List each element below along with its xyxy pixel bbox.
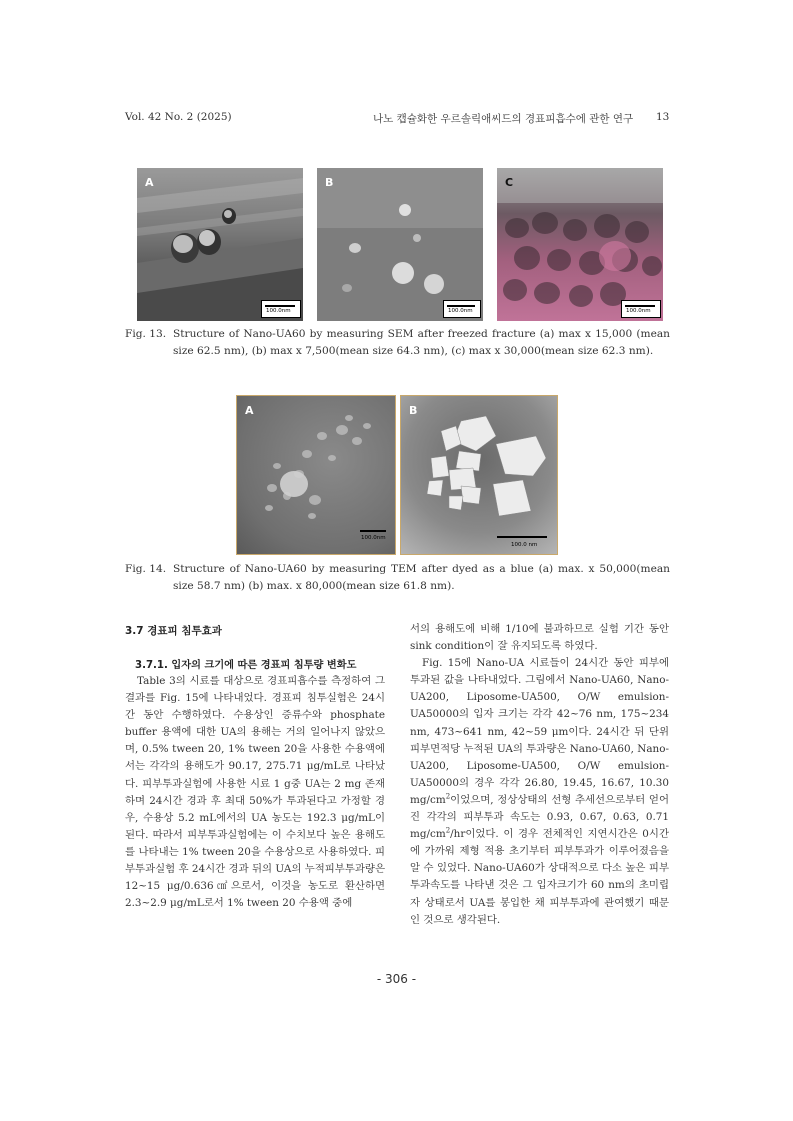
running-title: 나노 캡슐화한 우르솔릭애씨드의 경표피흡수에 관한 연구 [373,113,634,125]
right-paragraph-1: 서의 용해도에 비해 1/10에 불과하므로 실험 기간 동안 sink condition이 잘 유지되도록 하였다. [410,623,669,653]
right-paragraph-2 [410,655,669,929]
fig13-panel-c-label: C [505,176,514,189]
left-paragraph: Table 3의 시료를 대상으로 경표피흡수를 측정하여 그 결과를 Fig. 15에 나타내었다. 경표피 침투실험은 24시간 동안 수행하였다. 수용상인 증류수와 phosphate buffer 용액에 대한 UA의 용해는 거의 일어나지 않았으며, 0.5% tween 20, 1% tween 20을 사용한 수용액에서는 각각의 용해도가 90.17, 275.71 μg/mL로 나타났다. 피부투과실험에 사용한 시료 1 g중 UA는 2 mg 존재하며 24시간 경과 후 최대 50%가 투과된다고 가정할 경우, 수용상 5.2 mL에서의 UA 농도는 192.3 μg/mL이 된다. 따라서 피부투과실험에는 이 수치보다 높은 용해도를 나타내는 1% tween 20을 수용상으로 사용하였다. 피부투과실험 후 24시간 경과 뒤의 UA의 누적피부투과량은 12~15 μg/0.636㎠으로서, 이것을 농도로 환산하면 2.3~2.9 μg/mL로서 1% tween 20 수용액 중에 [125,675,385,910]
left-column [125,673,385,912]
fig13-panel-b [317,168,483,321]
fig13-panel-a-image [137,168,303,321]
fig13-panel-a-label: A [145,176,154,189]
fig13-panel-a-scale: 100.0nm [266,308,291,314]
fig13-panel-b-scalebar [447,305,475,307]
right-column [410,621,669,929]
fig14-panel-b-label: B [409,404,418,417]
fig14-panel-b-scale: 100.0 nm [511,542,538,548]
fig13-panel-a-scalebar [265,305,295,307]
fig13-caption-label: Fig. 13. [125,328,167,340]
fig14-panel-a-label: A [245,404,254,417]
fig14-panel-a-scale: 100.0nm [361,535,386,541]
fig14-panel-b [400,395,558,555]
fig13-panel-b-image [317,168,483,321]
fig13-panel-c-image [497,168,663,321]
section-title: 3.7 경표피 침투효과 [125,625,222,637]
subsection-title: 3.7.1. 입자의 크기에 따른 경표피 침투량 변화도 [135,660,357,671]
fig14-panel-a [236,395,396,555]
fig13-panel-c [497,168,663,321]
fig14-panel-b-image [401,396,557,554]
fig14-caption-text: Structure of Nano-UA60 by measuring TEM after dyed as a blue (a) max. x 50,000(mean size 58.7 nm) (b) max. x 80,000(mean size 61.8 nm). [173,563,670,592]
right-paragraph-2c: /hr이었다. 이 경우 전체적인 지연시간은 0시간에 가까워 제형 적용 초기부터 피부투과가 이루어졌음을 알 수 있었다. Nano-UA60가 상대적으로 다소 높은 피부투과속도를 나타낸 것은 그 입자크기가 60 nm의 초미립자 상태로서 UA를 봉입한 채 피부투과에 관여했기 때문인 것으로 생각된다. [410,828,669,926]
fig13-panel-c-scalebar [625,305,655,307]
fig14-panel-a-scalebar [360,530,386,532]
fig13-panel-a [137,168,303,321]
header-page-number: 13 [656,111,670,123]
right-paragraph-2a: Fig. 15에 Nano-UA 시료들이 24시간 동안 피부에 투과된 값을 나타내었다. 그림에서 Nano-UA60, Nano-UA200, Liposome-UA500, O/W emulsion-UA50000의 입자 크기는 각각 42~76 nm, 175~234 nm, 473~641 nm, 42~59 μm이다. 24시간 뒤 단위피부면적당 누적된 UA의 투과량은 Nano-UA60, Nano-UA200, Liposome-UA500, O/W emulsion-UA50000의 경우 각각 26.80, 19.45, 16.67, 10.30 mg/cm [410,657,669,806]
journal-volume: Vol. 42 No. 2 (2025) [125,111,232,123]
fig14-caption-label: Fig. 14. [125,563,167,575]
unit-superscript-2: 2 [445,826,451,835]
fig13-caption [125,326,670,378]
fig13-panel-b-scale: 100.0nm [448,308,473,314]
right-paragraph-2b: 이었으며, 정상상태의 선형 추세선으로부터 얻어진 각각의 피부투과 속도는 0.93, 0.67, 0.63, 0.71 mg/cm [410,793,669,841]
fig13-panel-b-label: B [325,176,334,189]
fig13-panel-c-scale: 100.0nm [626,308,651,314]
fig14-caption [125,561,670,597]
fig13-caption-text: Structure of Nano-UA60 by measuring SEM after freezed fracture (a) max x 15,000 (mean size 62.5 nm), (b) max x 7,500(mean size 64.3 nm), (c) max x 30,000(mean size 62.3 nm). [173,328,670,357]
footer-page-number: - 306 - [376,972,417,986]
fig14-panel-b-scalebar [497,536,547,538]
unit-superscript-1: 2 [445,792,451,801]
